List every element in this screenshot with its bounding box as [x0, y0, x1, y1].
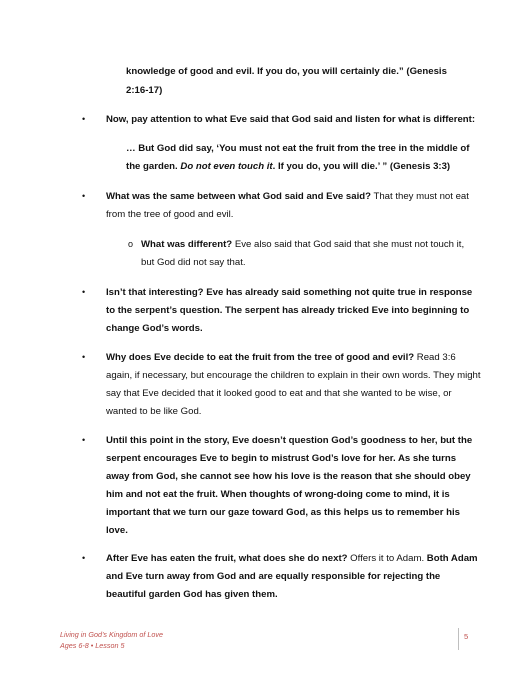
bullet-5-line-3: away from God, she cannot see how his love is the reason that she should obey: [106, 471, 471, 482]
bullet-4-line-4: wanted to be like God.: [106, 406, 202, 417]
bullet-5-line-5: important that we turn our gaze toward God, as this helps us to remember his: [106, 507, 460, 518]
bullet-2-question: What was the same between what God said and Eve said?: [106, 191, 371, 202]
scripture-continuation-line-1: knowledge of good and evil. If you do, you will certainly die.” (Genesis: [126, 66, 447, 77]
quote-text-italic: Do not even touch it: [180, 161, 273, 172]
scripture-quote-line-1: … But God did say, ‘You must not eat the fruit from the tree in the middle of: [126, 143, 470, 154]
bullet-4-line-3: say that Eve decided that it looked good to eat and that she wanted to be wise, or: [106, 388, 452, 399]
sub-bullet-answer: Eve also said that God said that she must not touch it,: [232, 239, 465, 250]
bullet-6-line-3: beautiful garden God has given them.: [106, 589, 278, 600]
bullet-3-line-1: Isn’t that interesting? Eve has already said something not quite true in response: [106, 287, 473, 298]
quote-text-a: the garden.: [126, 161, 178, 172]
bullet-4-line-1: [106, 348, 456, 367]
bullet-2-answer: That they must not eat: [370, 191, 469, 202]
scripture-quote-line-2: [126, 157, 450, 176]
bullet-4-answer: Read 3:6: [414, 352, 456, 363]
bullet-4-line-2: again, if necessary, but encourage the children to explain in their own words. They might: [106, 370, 481, 381]
page-number: 5: [464, 632, 469, 641]
bullet-marker: •: [82, 287, 86, 297]
sub-bullet-question: What was different?: [141, 239, 233, 250]
sub-bullet-marker: o: [128, 239, 134, 249]
footer-title: Living in God’s Kingdom of Love: [60, 630, 163, 639]
bullet-6-line-1: [106, 549, 478, 568]
bullet-6-line-2: and Eve turn away from God and are equally responsible for rejecting the: [106, 571, 441, 582]
bullet-marker: •: [82, 352, 86, 362]
bullet-5-line-6: love.: [106, 525, 128, 536]
sub-bullet-line-2: but God did not say that.: [141, 257, 246, 268]
footer-divider: [458, 628, 459, 650]
bullet-3-line-3: change God’s words.: [106, 323, 203, 334]
bullet-5-line-2: serpent encourages Eve to begin to mistrust God’s love for her. As she turns: [106, 453, 457, 464]
bullet-5-line-4: him and not eat the fruit. When thoughts of wrong-doing come to mind, it is: [106, 489, 450, 500]
bullet-6-emphasis: Both Adam: [424, 553, 478, 564]
bullet-1-text: Now, pay attention to what Eve said that God said and listen for what is different:: [106, 114, 476, 125]
bullet-2-line-1: [106, 187, 469, 206]
bullet-3-line-2: to the serpent’s question. The serpent has already tricked Eve into beginning to: [106, 305, 470, 316]
bullet-6-answer: Offers it to Adam.: [347, 553, 425, 564]
bullet-marker: •: [82, 114, 86, 124]
scripture-continuation-line-2: 2:16-17): [126, 85, 163, 96]
bullet-2-line-2: from the tree of good and evil.: [106, 209, 234, 220]
footer-subtitle: Ages 6-8 • Lesson 5: [60, 641, 125, 650]
sub-bullet-line-1: [141, 235, 464, 254]
bullet-6-question: After Eve has eaten the fruit, what does she do next?: [106, 553, 348, 564]
bullet-4-question: Why does Eve decide to eat the fruit from the tree of good and evil?: [106, 352, 415, 363]
bullet-marker: •: [82, 191, 86, 201]
quote-text-b: . If you do, you will die.’ ” (Genesis 3:3): [272, 161, 451, 172]
bullet-marker: •: [82, 553, 86, 563]
bullet-marker: •: [82, 435, 86, 445]
bullet-5-line-1: Until this point in the story, Eve doesn’t question God’s goodness to her, but the: [106, 435, 473, 446]
